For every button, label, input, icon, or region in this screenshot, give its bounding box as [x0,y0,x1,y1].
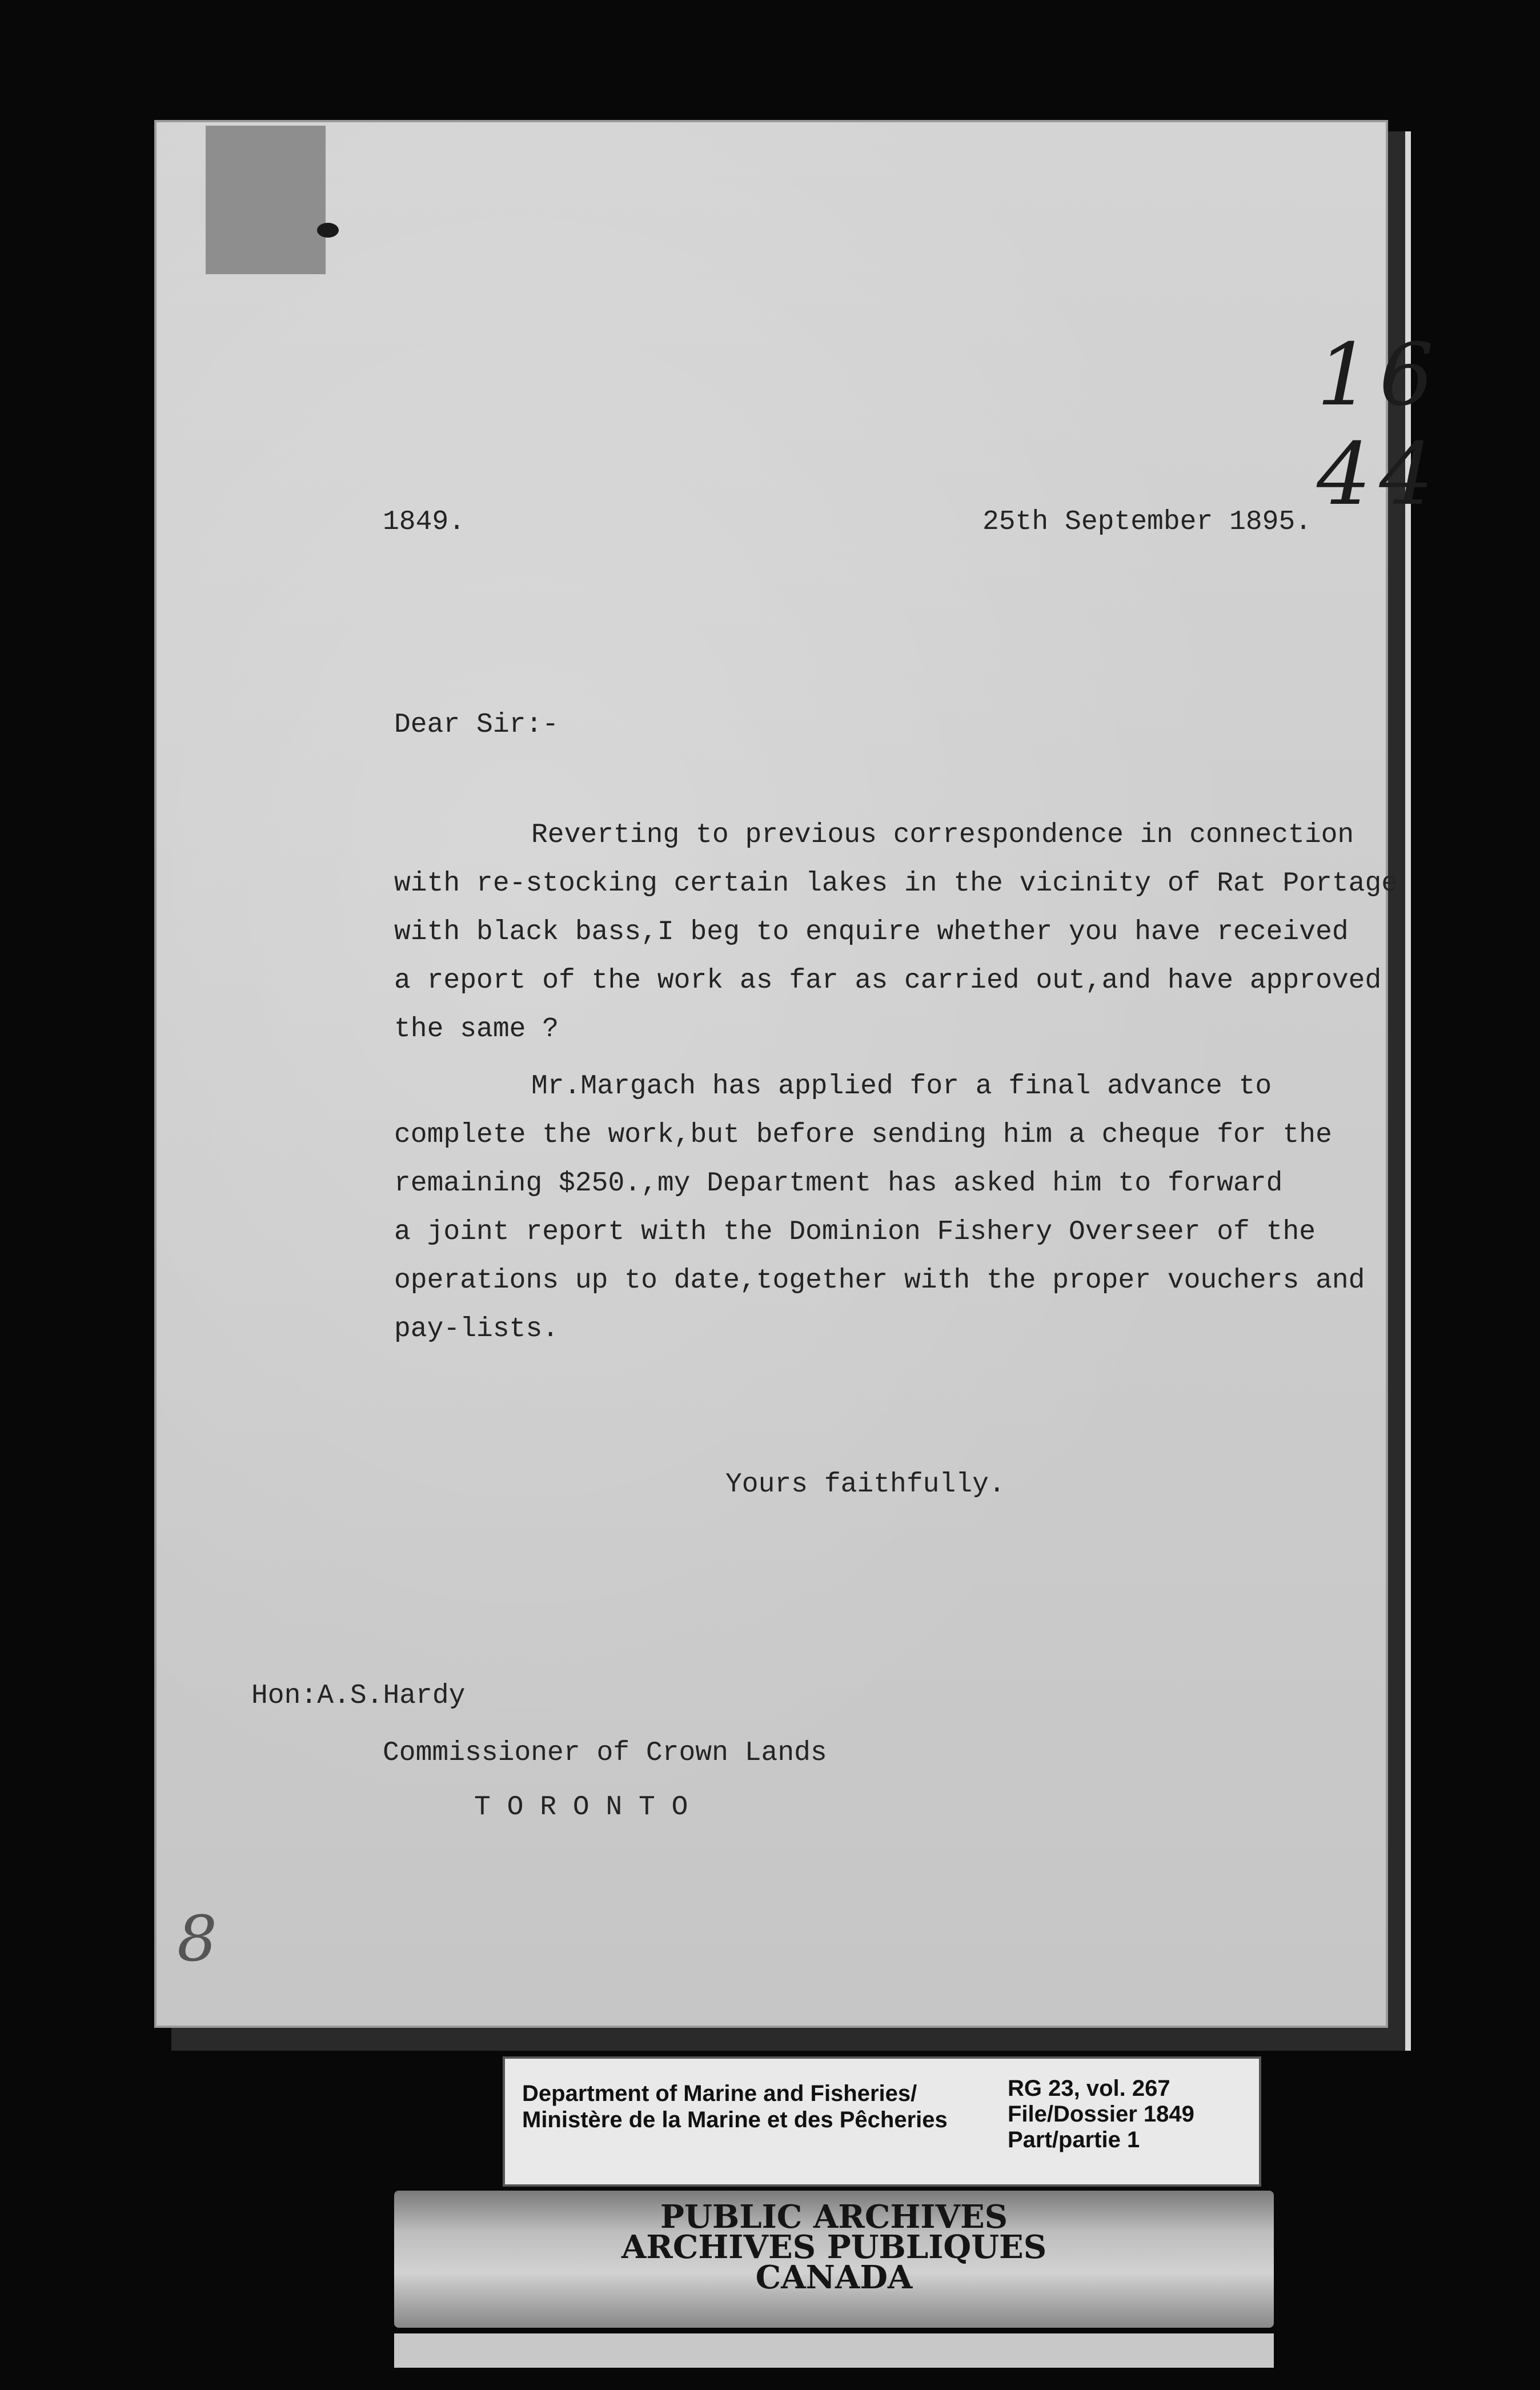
body-line: operations up to date,together with the proper vouchers and [394,1265,1365,1296]
body-line: with black bass,I beg to enquire whether you have received [394,917,1349,948]
body-line: complete the work,but before sending him a cheque for the [394,1120,1332,1150]
record-group: RG 23, vol. 267 [1008,2076,1170,2101]
body-line: remaining $250.,my Department has asked him to forward [394,1168,1283,1199]
recipient-title: Commissioner of Crown Lands [383,1738,827,1769]
body-line: a report of the work as far as carried out,and have approved [394,965,1382,996]
recipient-city: T O R O N T O [474,1792,688,1823]
letter-date: 25th September 1895. [982,507,1312,538]
archives-stamp-text [394,2198,1274,2297]
closing: Yours faithfully. [725,1469,1005,1500]
body-line: a joint report with the Dominion Fishery Overseer of the [394,1217,1316,1248]
handwritten-file-number: 16 44 [1317,326,1442,524]
body-line: the same ? [394,1014,559,1045]
letter-page [154,120,1442,2028]
reference-number: 1849. [383,507,466,538]
archive-label-reference [1008,2076,1194,2152]
stamp-line-1: PUBLIC ARCHIVES [660,2198,1008,2236]
corner-patch [206,126,326,274]
part-number: Part/partie 1 [1008,2127,1140,2152]
stamp-line-3: CANADA [755,2259,913,2297]
pencil-mark: 8 [177,1902,217,1975]
archives-stamp [394,2191,1274,2328]
archive-label-department [522,2080,948,2133]
file-number: File/Dossier 1849 [1008,2101,1194,2127]
department-english: Department of Marine and Fisheries/ [522,2081,917,2106]
department-french: Ministère de la Marine et des Pêcheries [522,2107,948,2132]
stamp-strip [394,2333,1274,2368]
body-line: Mr.Margach has applied for a final advance to [531,1071,1272,1102]
recipient-name: Hon:A.S.Hardy [251,1681,466,1711]
archive-label [503,2056,1261,2187]
body-line: Reverting to previous correspondence in connection [531,820,1354,851]
salutation: Dear Sir:- [394,709,559,740]
body-line: pay-lists. [394,1314,559,1345]
body-line: with re-stocking certain lakes in the vicinity of Rat Portage [394,868,1398,899]
ink-mark [317,223,339,238]
stamp-line-2: ARCHIVES PUBLIQUES [621,2228,1047,2267]
